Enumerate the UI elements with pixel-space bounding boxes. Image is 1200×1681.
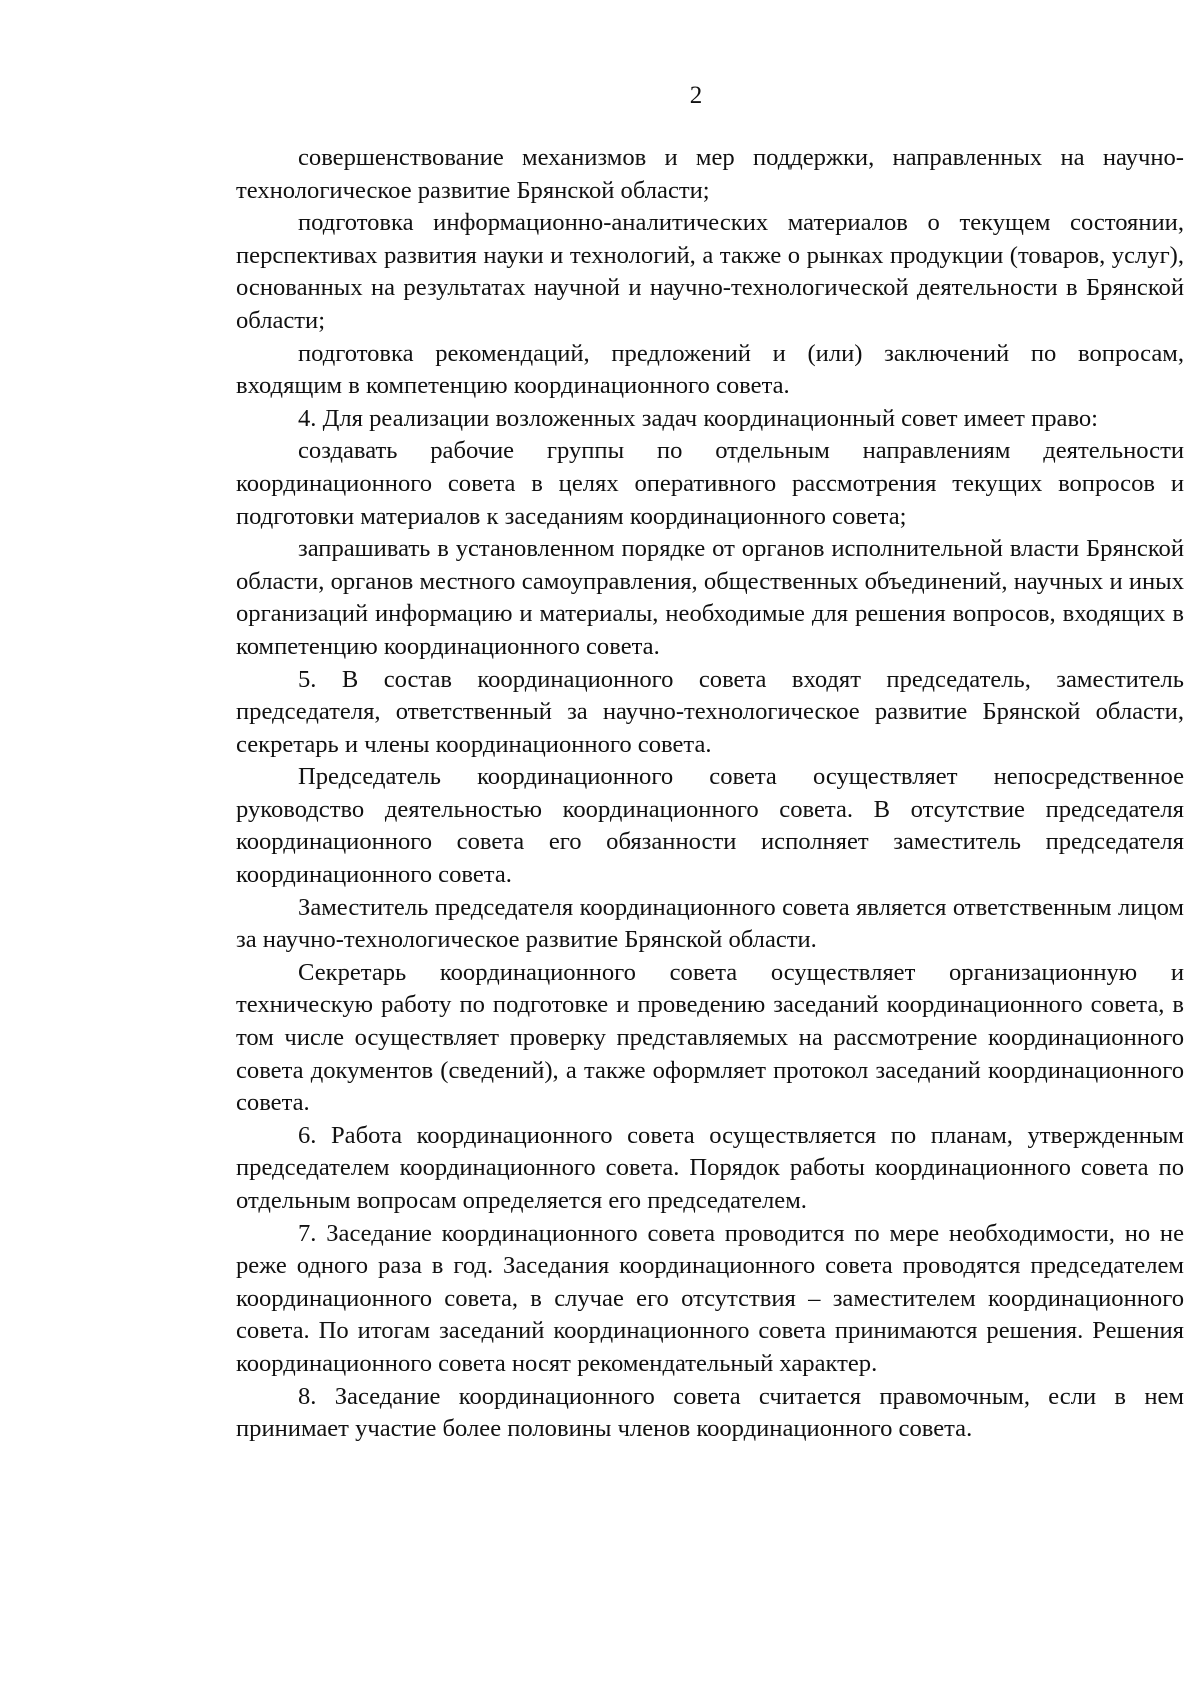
paragraph: 8. Заседание координационного совета считается правомочным, если в нем принимает участие более половины членов координационного совета. — [236, 1382, 1184, 1443]
paragraph: создавать рабочие группы по отдельным направлениям деятельности координационного совета в целях оперативного рассмотрения текущих вопросов и подготовки материалов к заседаниям координационного совета; — [236, 437, 1184, 530]
paragraph: 5. В состав координационного совета входят председатель, заместитель председателя, ответственный за научно-технологическое развитие Брянской области, секретарь и члены координационного совета. — [236, 665, 1184, 758]
paragraph: 4. Для реализации возложенных задач координационный совет имеет право: — [298, 404, 1099, 432]
paragraph: Секретарь координационного совета осуществляет организационную и техническую работу по подготовке и проведению заседаний координационного совета, в том числе осуществляет проверку представляемых на рассмотрение координационного совета документов (сведений), а также оформляет протокол заседаний координационного совета. — [236, 958, 1184, 1117]
paragraph: 6. Работа координационного совета осуществляется по планам, утвержденным председателем координационного совета. Порядок работы координационного совета по отдельным вопросам определяется его председателем. — [236, 1121, 1184, 1214]
page-number: 2 — [689, 82, 703, 109]
paragraph: подготовка информационно-аналитических материалов о текущем состоянии, перспективах развития науки и технологий, а также о рынках продукции (товаров, услуг), основанных на результатах научной и научно-технологической деятельности в Брянской области; — [236, 209, 1184, 334]
paragraph: 7. Заседание координационного совета проводится по мере необходимости, но не реже одного раза в год. Заседания координационного совета проводятся председателем координационного совета, в случае его отсутствия – заместителем координационного совета. По итогам заседаний координационного совета принимаются решения. Решения координационного совета носят рекомендательный характер. — [236, 1219, 1184, 1377]
paragraph: запрашивать в установленном порядке от органов исполнительной власти Брянской области, органов местного самоуправления, общественных объединений, научных и иных организаций информацию и материалы, необходимые для решения вопросов, входящих в компетенцию координационного совета. — [236, 535, 1184, 660]
paragraph: Заместитель председателя координационного совета является ответственным лицом за научно-технологическое развитие Брянской области. — [236, 893, 1184, 954]
paragraph: Председатель координационного совета осуществляет непосредственное руководство деятельностью координационного совета. В отсутствие председателя координационного совета его обязанности исполняет заместитель председателя координационного совета. — [236, 763, 1184, 889]
paragraph: совершенствование механизмов и мер поддержки, направленных на научно-технологическое развитие Брянской области; — [236, 144, 1184, 204]
document-body — [236, 142, 1184, 1446]
paragraph: подготовка рекомендаций, предложений и (или) заключений по вопросам, входящим в компетенцию координационного совета. — [236, 339, 1184, 400]
